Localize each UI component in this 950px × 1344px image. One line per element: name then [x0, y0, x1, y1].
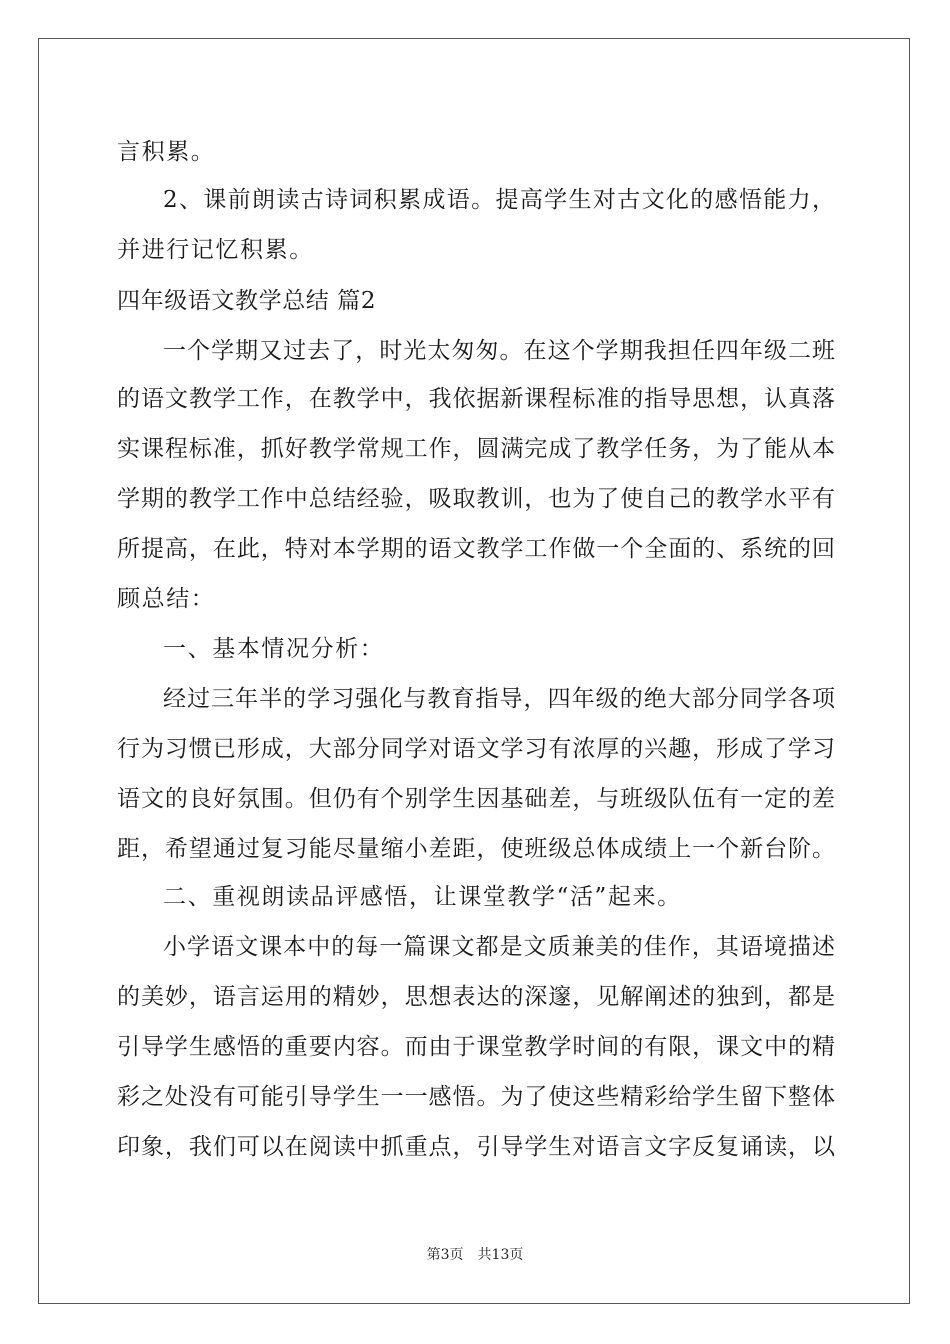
text-line: 并进行记忆积累。	[117, 237, 314, 263]
subheading: 一、基本情况分析：	[163, 636, 385, 662]
text-line: 经过三年半的学习强化与教育指导，四年级的绝大部分同学各项	[163, 686, 835, 712]
current-page-number: 第3页	[426, 1247, 464, 1263]
text-line: 印象，我们可以在阅读中抓重点，引导学生对语言文字反复诵读，以	[117, 1134, 835, 1160]
text-line: 学期的教学工作中总结经验，吸取教训，也为了使自己的教学水平有	[117, 486, 835, 512]
text-line: 2、课前朗读古诗词积累成语。提高学生对古文化的感悟能力，	[163, 187, 835, 213]
section-heading: 四年级语文教学总结 篇2	[117, 288, 377, 314]
text-line: 小学语文课本中的每一篇课文都是文质兼美的佳作，其语境描述	[163, 934, 835, 960]
text-line: 彩之处没有可能引导学生一一感悟。为了使这些精彩给学生留下整体	[117, 1084, 835, 1110]
text-line: 语文的良好氛围。但仍有个别学生因基础差，与班级队伍有一定的差	[117, 786, 835, 812]
text-line: 行为习惯已形成，大部分同学对语文学习有浓厚的兴趣，形成了学习	[117, 736, 835, 762]
page-footer	[0, 1244, 950, 1264]
text-line: 距，希望通过复习能尽量缩小差距，使班级总体成绩上一个新台阶。	[117, 836, 835, 862]
text-line: 一个学期又过去了，时光太匆匆。在这个学期我担任四年级二班	[163, 338, 835, 364]
text-line: 的美妙，语言运用的精妙，思想表达的深邃，见解阐述的独到，都是	[117, 984, 835, 1010]
text-line: 引导学生感悟的重要内容。而由于课堂教学时间的有限，课文中的精	[117, 1034, 835, 1060]
total-pages: 共13页	[477, 1247, 524, 1263]
text-line: 顾总结：	[117, 586, 216, 612]
text-line: 的语文教学工作，在教学中，我依据新课程标准的指导思想，认真落	[117, 386, 835, 412]
subheading: 二、重视朗读品评感悟，让课堂教学“活”起来。	[163, 884, 682, 910]
page-border	[38, 38, 910, 1304]
text-line: 实课程标准，抓好教学常规工作，圆满完成了教学任务，为了能从本	[117, 436, 835, 462]
text-line: 所提高，在此，特对本学期的语文教学工作做一个全面的、系统的回	[117, 536, 835, 562]
text-line: 言积累。	[117, 139, 216, 165]
